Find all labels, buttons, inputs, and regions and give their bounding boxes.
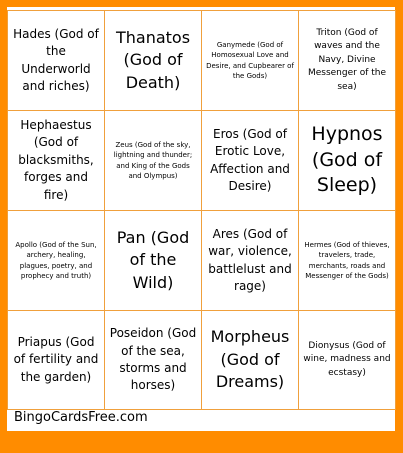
bingo-cell: Priapus (God of fertility and the garden) bbox=[7, 310, 105, 410]
bingo-cell: Thanatos (God of Death) bbox=[104, 10, 202, 111]
bingo-card bbox=[7, 7, 395, 431]
bingo-cell: Poseidon (God of the sea, storms and horses) bbox=[104, 310, 202, 410]
bingo-cell: Hades (God of the Underworld and riches) bbox=[7, 10, 105, 111]
bingo-cell: Triton (God of waves and the Navy, Divine Messenger of the sea) bbox=[298, 10, 396, 111]
bingo-cell: Apollo (God of the Sun, archery, healing, plagues, poetry, and prophecy and truth) bbox=[7, 210, 105, 311]
bingo-cell: Hermes (God of thieves, travelers, trade, merchants, roads and Messenger of the Gods) bbox=[298, 210, 396, 311]
bingo-cell: Eros (God of Erotic Love, Affection and Desire) bbox=[201, 110, 299, 211]
bingo-cell: Morpheus (God of Dreams) bbox=[201, 310, 299, 410]
bingo-cell: Dionysus (God of wine, madness and ecstasy) bbox=[298, 310, 396, 410]
bingo-cell: Zeus (God of the sky, lightning and thunder; and King of the Gods and Olympus) bbox=[104, 110, 202, 211]
bingo-cell: Ganymede (God of Homosexual Love and Desire, and Cupbearer of the Gods) bbox=[201, 10, 299, 111]
bingo-cell: Hypnos (God of Sleep) bbox=[298, 110, 396, 211]
bingo-cell: Hephaestus (God of blacksmiths, forges and fire) bbox=[7, 110, 105, 211]
site-credit: BingoCardsFree.com bbox=[14, 410, 148, 425]
bingo-cell: Pan (God of the Wild) bbox=[104, 210, 202, 311]
bingo-cell: Ares (God of war, violence, battlelust and rage) bbox=[201, 210, 299, 311]
